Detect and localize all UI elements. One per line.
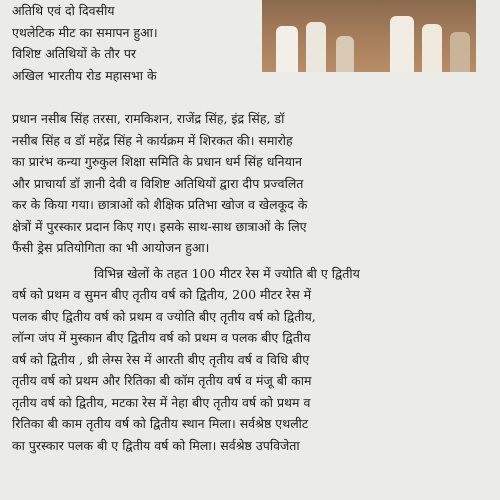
text-line: तृतीय वर्ष को प्रथम और रितिका बी कॉम तृतीय वर्ष व मंजू बी काम [12, 373, 312, 388]
person-figure [336, 36, 354, 72]
person-figure [390, 16, 414, 72]
person-figure [422, 24, 442, 72]
text-line: नसीब सिंह व डॉ महेंद्र सिंह ने कार्यक्रम में शिरकत की। समारोह [12, 132, 293, 148]
text-line: विभिन्न खेलों के तहत 100 मीटर रेस में ज्योति बी ए द्वितीय [94, 265, 360, 281]
text-line: अतिथि एवं दो दिवसीय [12, 3, 115, 18]
text-line: क्षेत्रों में पुरस्कार प्रदान किए गए। इसके साथ-साथ छात्राओं के लिए [12, 218, 307, 234]
text-line: विशिष्ट अतिथियों के तौर पर [12, 46, 137, 61]
person-figure [306, 22, 326, 72]
top-column-text [12, 0, 256, 86]
text-line: प्रधान नसीब सिंह तरसा, रामकिशन, राजेंद्र सिंह, इंद्र सिंह, डॉ [12, 111, 285, 126]
text-line: कर के किया गया। छात्राओं को शैक्षिक प्रतिभा खोज व खेलकूद के [12, 197, 308, 212]
text-line: एथलेटिक मीट का समापन हुआ। [12, 24, 158, 40]
text-line: वर्ष को द्वितीय , थ्री लेग्स रेस में आरती बीए तृतीय वर्ष व विधि बीए [12, 351, 310, 367]
article-body [12, 108, 492, 456]
text-line: का प्रारंभ कन्या गुरुकुल शिक्षा समिति के प्रधान धर्म सिंह धनियान [12, 154, 302, 169]
text-line: अखिल भारतीय रोड महासभा के [12, 67, 157, 83]
text-line: वर्ष को प्रथम व सुमन बीए तृतीय वर्ष को द्वितीय, 200 मीटर रेस में [12, 287, 312, 302]
text-line: लॉन्ग जंप में मुस्कान बीए द्वितीय वर्ष को प्रथम व पलक बीए द्वितीय [12, 330, 311, 345]
person-figure [276, 26, 298, 72]
person-figure [450, 32, 470, 72]
text-line: रितिका बी काम तृतीय वर्ष को द्वितीय स्थान मिला। सर्वश्रेष्ठ एथलीट [12, 416, 309, 431]
news-photo [262, 0, 476, 72]
text-line: का पुरस्कार पलक बी ए द्वितीय वर्ष को मिला। सर्वश्रेष्ठ उपविजेता [12, 437, 300, 453]
text-line: तृतीय वर्ष को द्वितीय, मटका रेस में नेहा बीए तृतीय वर्ष को प्रथम व [12, 394, 311, 410]
text-line: पलक बीए द्वितीय वर्ष को प्रथम व ज्योति बीए तृतीय वर्ष को द्वितीय, [12, 308, 316, 324]
text-line: फैंसी ड्रेस प्रतियोगिता का भी आयोजन हुआ। [12, 240, 210, 255]
text-line: और प्राचार्या डॉ ज्ञानी देवी व विशिष्ट अतिथियों द्वारा दीप प्रज्वलित [12, 175, 304, 191]
